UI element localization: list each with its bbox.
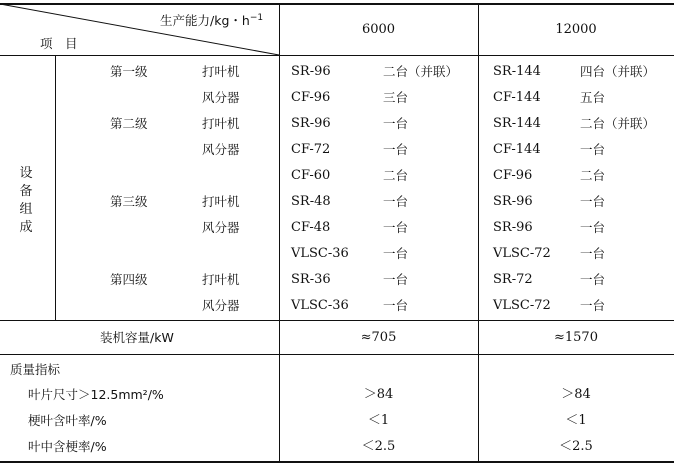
model-6000: CF-48 <box>291 220 331 235</box>
group-divider <box>55 55 56 321</box>
machine-label: 风分器 <box>202 298 240 313</box>
header-col-6000: 6000 <box>361 22 396 37</box>
quality-stem-leaf-6000: ＜1 <box>367 413 390 428</box>
model-6000: SR-96 <box>291 116 331 131</box>
qty-12000: 一台 <box>580 298 606 313</box>
model-12000: SR-96 <box>493 194 533 209</box>
qty-12000: 一台 <box>580 142 606 157</box>
model-12000: SR-144 <box>493 64 541 79</box>
qty-6000: 一台 <box>383 220 409 235</box>
capacity-exponent: −1 <box>249 13 264 23</box>
table-bottom-rule <box>0 461 674 463</box>
qty-12000: 一台 <box>580 272 606 287</box>
model-6000: SR-36 <box>291 272 331 287</box>
quality-leaf-stem-12000: ＜2.5 <box>559 439 593 454</box>
qty-6000: 二台 <box>383 168 409 183</box>
qty-12000: 五台 <box>580 90 606 105</box>
model-12000: VLSC-72 <box>493 246 551 261</box>
quality-label-leaf-stem: 叶中含梗率/% <box>28 439 107 454</box>
quality-label-stem-leaf: 梗叶含叶率/% <box>28 413 107 428</box>
power-12000: ≈1570 <box>554 330 598 345</box>
model-12000: CF-96 <box>493 168 533 183</box>
qty-6000: 一台 <box>383 194 409 209</box>
machine-label: 打叶机 <box>202 194 240 209</box>
model-12000: SR-72 <box>493 272 533 287</box>
group-label-char: 组 <box>19 202 33 217</box>
qty-12000: 四台（并联） <box>580 64 656 79</box>
quality-stem-leaf-12000: ＜1 <box>565 413 587 428</box>
model-12000: CF-144 <box>493 90 541 105</box>
power-bottom-rule <box>0 354 674 355</box>
equipment-bottom-rule <box>0 320 674 321</box>
qty-12000: 二台 <box>580 168 606 183</box>
qty-6000: 一台 <box>383 298 409 313</box>
qty-6000: 二台（并联） <box>383 64 459 79</box>
machine-label: 打叶机 <box>202 64 240 79</box>
model-6000: CF-96 <box>291 90 331 105</box>
machine-label: 打叶机 <box>202 116 240 131</box>
quality-leaf-size-12000: ＞84 <box>561 387 591 402</box>
group-label-char: 备 <box>19 184 33 199</box>
stage-label: 第三级 <box>110 194 148 209</box>
qty-6000: 一台 <box>383 246 409 261</box>
model-6000: VLSC-36 <box>291 298 349 313</box>
qty-12000: 一台 <box>580 220 606 235</box>
header-capacity-label <box>160 10 263 29</box>
quality-leaf-stem-6000: ＜2.5 <box>361 439 396 454</box>
qty-6000: 一台 <box>383 142 409 157</box>
stage-label: 第二级 <box>110 116 148 131</box>
qty-12000: 二台（并联） <box>580 116 656 131</box>
group-label-char: 设 <box>19 166 33 181</box>
stage-label: 第四级 <box>110 272 148 287</box>
quality-leaf-size-6000: ＞84 <box>363 387 394 402</box>
header-item-label: 项 目 <box>40 36 78 51</box>
model-6000: CF-72 <box>291 142 331 157</box>
machine-label: 风分器 <box>202 220 240 235</box>
stage-label: 第一级 <box>110 64 148 79</box>
qty-12000: 一台 <box>580 246 606 261</box>
quality-label-leaf-size: 叶片尺寸＞12.5mm²/% <box>28 387 164 402</box>
model-12000: SR-144 <box>493 116 541 131</box>
group-label-char: 成 <box>19 220 33 235</box>
qty-12000: 一台 <box>580 194 606 209</box>
model-6000: SR-96 <box>291 64 331 79</box>
capacity-label-text: 生产能力/kg・h <box>160 13 250 29</box>
qty-6000: 一台 <box>383 116 409 131</box>
model-6000: VLSC-36 <box>291 246 349 261</box>
machine-label: 打叶机 <box>202 272 240 287</box>
model-6000: CF-60 <box>291 168 331 183</box>
quality-title: 质量指标 <box>10 362 61 377</box>
model-12000: CF-144 <box>493 142 541 157</box>
machine-label: 风分器 <box>202 90 240 105</box>
model-12000: VLSC-72 <box>493 298 551 313</box>
model-6000: SR-48 <box>291 194 331 209</box>
qty-6000: 一台 <box>383 272 409 287</box>
power-label: 装机容量/kW <box>100 330 174 345</box>
model-12000: SR-96 <box>493 220 533 235</box>
qty-6000: 三台 <box>383 90 409 105</box>
power-6000: ≈705 <box>360 330 397 345</box>
group-label-equipment <box>18 165 34 237</box>
machine-label: 风分器 <box>202 142 240 157</box>
header-col-12000: 12000 <box>555 22 597 37</box>
